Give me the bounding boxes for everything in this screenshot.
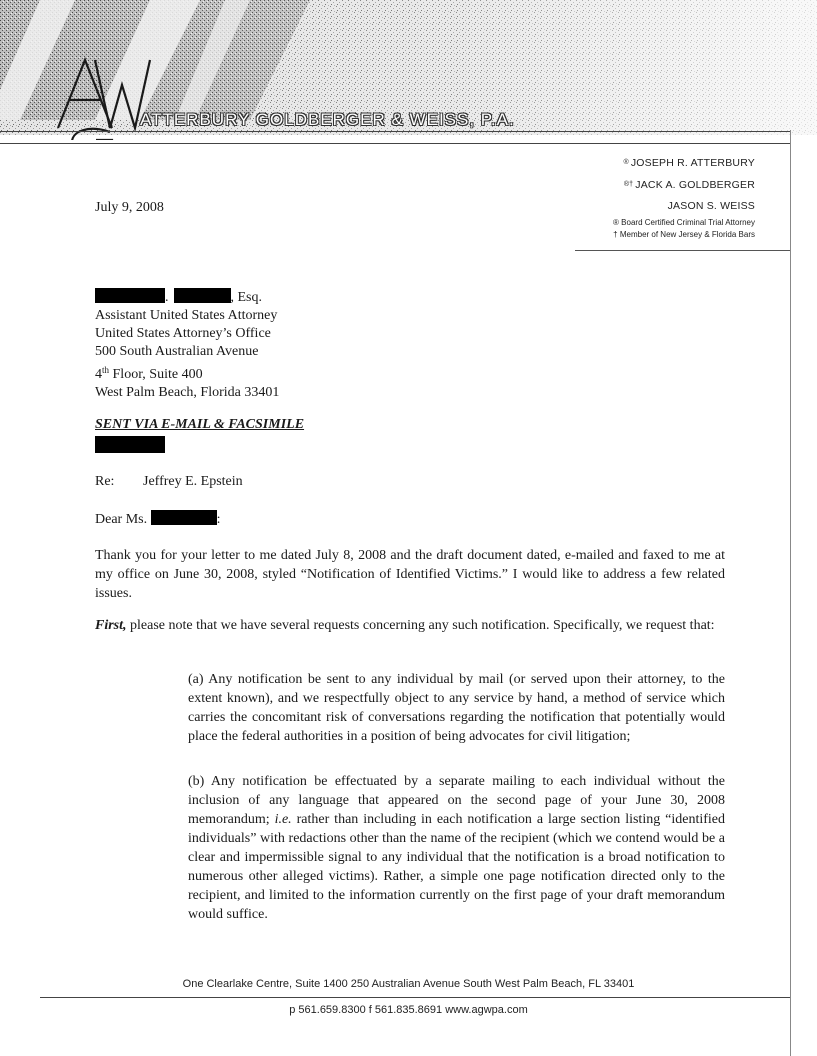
footer-rule: [40, 997, 790, 998]
addressee-street: 500 South Australian Avenue: [95, 344, 259, 359]
firm-name: ATTERBURY GOLDBERGER & WEISS, P.A.: [140, 110, 515, 129]
addressee-block: [95, 288, 279, 402]
redaction-box: [95, 436, 165, 453]
attorney-goldberger: ®† JACK A. GOLDBERGER: [623, 179, 755, 191]
attorney-list: [613, 152, 755, 241]
attorney-atterbury: ® JOSEPH R. ATTERBURY: [623, 157, 755, 169]
delivery-method: SENT VIA E-MAIL & FACSIMILE: [95, 417, 305, 432]
request-item-b: (b) Any notification be effectuated by a separate mailing to each individual without the inclusion of any language that appeared on the second page of your June 30, 2008 memorandum; i.e. rather than including in each notification a large section listing “identified individuals” with redactions other than the name of the recipient (which we contend would be a clear and impermissible signal to any individual that the notification is a broad notification to numerous other alleged victims). Rather, a simple one page notification directed only to the recipient, and limited to the information currently on the first page of your draft memorandum would suffice.: [188, 774, 725, 922]
body-paragraph-2: First, please note that we have several requests concerning any such notification. Specifically, we request that:: [95, 618, 715, 633]
letterhead-banner: [0, 0, 817, 140]
addressee-suite: 4th Floor, Suite 400: [95, 365, 203, 382]
addressee-name-line: . , Esq.: [95, 288, 279, 307]
letter-date: July 9, 2008: [95, 200, 164, 215]
subject-line: Re: Jeffrey E. Epstein: [95, 474, 243, 489]
attorney-weiss: JASON S. WEISS: [667, 200, 755, 212]
board-certified-note: ® Board Certified Criminal Trial Attorney: [613, 218, 755, 227]
body-paragraph-1: Thank you for your letter to me dated July 8, 2008 and the draft document dated, e-mailed and faxed to me at my office on June 30, 2008, styled “Notification of Identified Victims.” I would like to address a few related issues.: [95, 548, 725, 601]
footer-contact: p 561.659.8300 f 561.835.8691 www.agwpa.com: [289, 1004, 528, 1016]
request-item-a: (a) Any notification be sent to any individual by mail (or served upon their attorney, to the extent known), and we respectfully object to any service by hand, a method of service which carries the concomitant risk of conversations regarding the notification that potentially would place the federal authorities in a position of being advocates for civil litigation;: [188, 672, 725, 744]
redaction-box: [174, 288, 231, 303]
footer-address: One Clearlake Centre, Suite 1400 250 Australian Avenue South West Palm Beach, FL 33401: [182, 978, 635, 990]
bar-membership-note: † Member of New Jersey & Florida Bars: [613, 230, 755, 239]
attorney-list-rule: [575, 250, 790, 251]
addressee-office: United States Attorney’s Office: [95, 326, 271, 341]
redaction-box: [95, 288, 165, 303]
page-edge-line: [790, 130, 791, 1056]
addressee-city: West Palm Beach, Florida 33401: [95, 385, 280, 400]
letterhead-rule-top: [0, 131, 790, 132]
addressee-title: Assistant United States Attorney: [95, 308, 278, 323]
salutation: Dear Ms. :: [95, 512, 221, 527]
redaction-box: [151, 510, 217, 525]
letterhead-rule-bottom: [0, 143, 790, 144]
